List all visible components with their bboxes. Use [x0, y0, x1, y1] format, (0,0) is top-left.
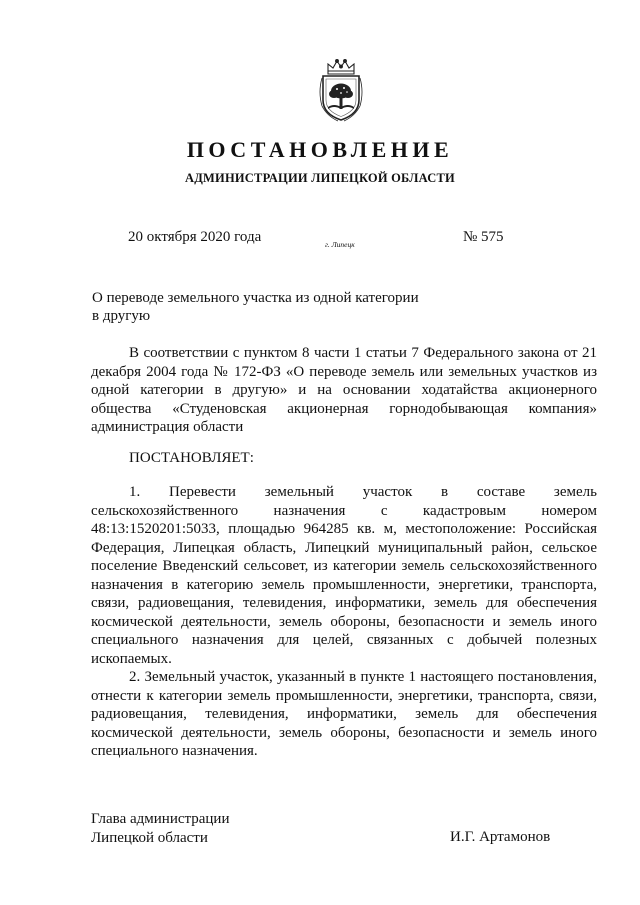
- coat-of-arms-icon: [318, 58, 364, 122]
- document-date: 20 октября 2020 года: [128, 229, 262, 245]
- document-number: № 575: [463, 229, 504, 245]
- decree-heading: ПОСТАНОВЛЯЕТ:: [129, 450, 254, 466]
- decree-items: [91, 483, 597, 761]
- signatory-position-line-2: Липецкой области: [91, 830, 208, 846]
- document-subject: [92, 289, 452, 325]
- decree-item-2: 2. Земельный участок, указанный в пункте 1 настоящего постановления, отнести к категории земель промышленности, энергетики, транспорта, связи, радиовещания, телевидения, информатики, земель для обеспечения космической деятельности, земель обороны, безопасности и земель иного специального назначения.: [91, 669, 597, 759]
- signatory-position-line-1: Глава администрации: [91, 811, 230, 827]
- subject-line-1: О переводе земельного участка из одной категории: [92, 290, 419, 306]
- document-city: г. Липецк: [325, 240, 355, 249]
- signatory-name: И.Г. Артамонов: [450, 829, 551, 845]
- document-title: ПОСТАНОВЛЕНИЕ: [186, 137, 454, 162]
- preamble-paragraph: В соответствии с пунктом 8 части 1 статьи 7 Федерального закона от 21 декабря 2004 года № 172-ФЗ «О переводе земель или земельных участков из одной категории в другую» и на основании ходатайства акционерного общества «Студеновская акционерная горнодобывающая компания» администрация области: [91, 345, 597, 435]
- signatory-position: [91, 810, 229, 848]
- decree-item-1: 1. Перевести земельный участок в составе земель сельскохозяйственного назначения с кадастровым номером 48:13:1520201:5033, площадью 964285 кв. м, местоположение: Российская Федерация, Липецкая область, Липецкий муниципальный район, сельское поселение Введенский сельсовет, из категории земель сельскохозяйственного назначения в категорию земель промышленности, энергетики, транспорта, связи, радиовещания, телевидения, информатики, земель для обеспечения космической деятельности, земель обороны, безопасности и земель иного специального назначения для целей, связанных с добычей полезных ископаемых.: [91, 484, 597, 667]
- issuing-authority: АДМИНИСТРАЦИИ ЛИПЕЦКОЙ ОБЛАСТИ: [185, 171, 455, 185]
- subject-line-2: в другую: [92, 308, 151, 324]
